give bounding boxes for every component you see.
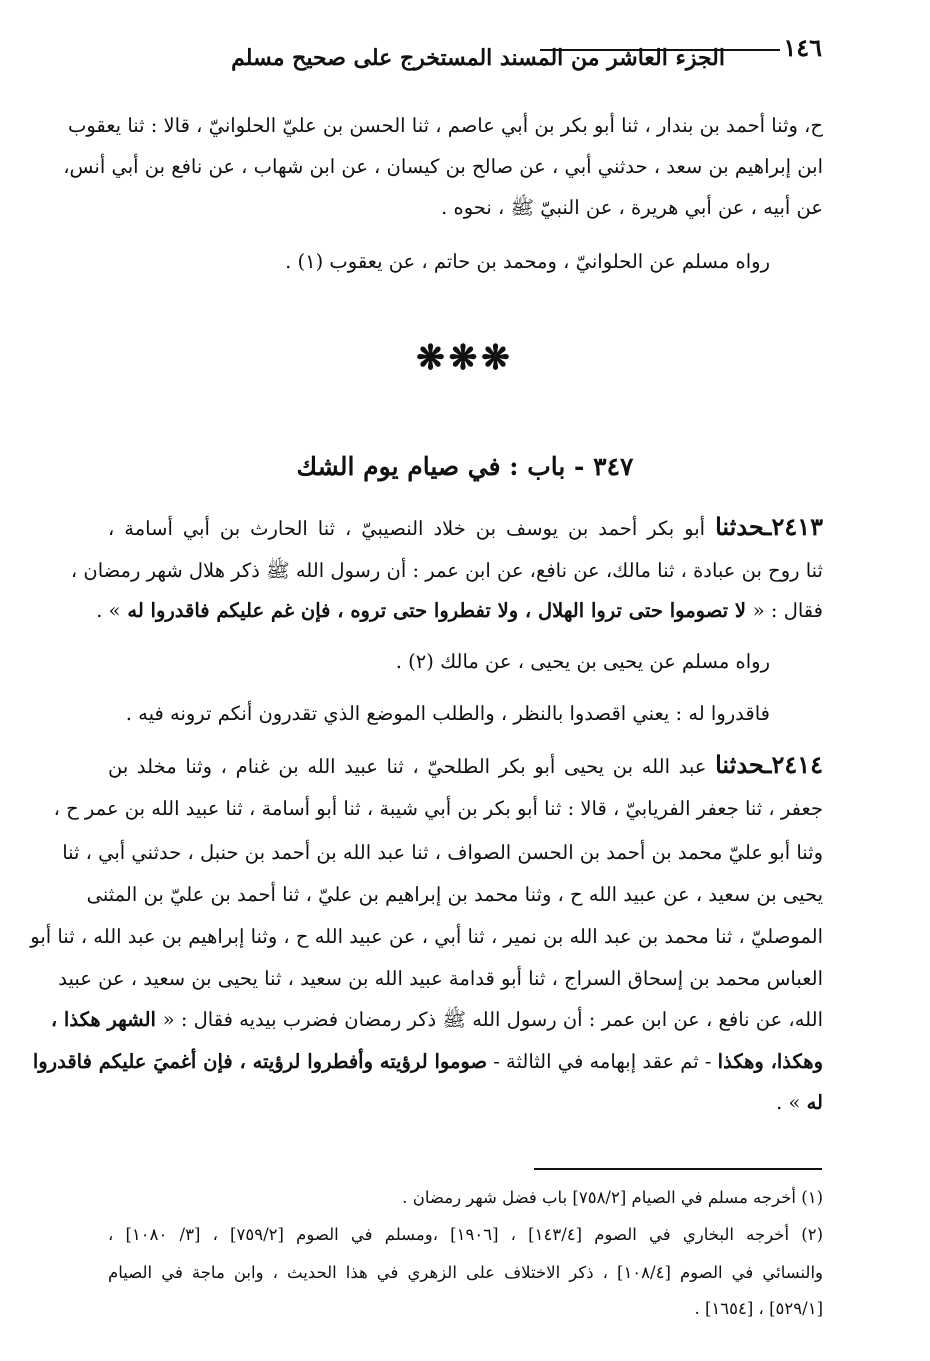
hadith-matn: وهكذا، وهكذا [717, 1050, 823, 1073]
hadith-matn: الشهر هكذا ، [50, 1008, 163, 1031]
hadith-keyword: ـحدثنا [715, 750, 772, 779]
hadith-matn: له [806, 1091, 823, 1114]
text-line: جعفر ، ثنا جعفر الفريابيّ ، قالا : ثنا أبو بكر بن أبي شيبة ، ثنا أبو أسامة ، ثنا عبيد الله بن عمر ح ، [53, 797, 823, 820]
chapter-title: ٣٤٧ - باب : في صيام يوم الشك [296, 452, 634, 481]
text-line: ثنا روح بن عبادة ، ثنا مالك، عن نافع، عن ابن عمر : أن رسول الله ﷺ ذكر هلال شهر رمضان ، [70, 559, 823, 582]
text-line: ح، وثنا أحمد بن بندار ، ثنا أبو بكر بن أبي عاصم ، ثنا الحسن بن عليّ الحلوانيّ ، قالا : ثنا يعقوب [67, 114, 823, 137]
riwaya-line: رواه مسلم عن الحلوانيّ ، ومحمد بن حاتم ، عن يعقوب (١) . [285, 250, 770, 273]
hadith-2414-line-9 [776, 1089, 823, 1117]
section-separator-stars: ❋❋❋ [416, 338, 514, 378]
footnote-separator [534, 1168, 822, 1170]
text-line: أبو بكر أحمد بن يوسف بن خلاد النصيبيّ ، ثنا الحارث بن أبي أسامة ، [108, 517, 706, 540]
text-fragment: » . [776, 1091, 807, 1114]
text-fragment: » . [96, 599, 121, 622]
text-line: ابن إبراهيم بن سعد ، حدثني أبي ، عن صالح بن كيسان ، عن ابن شهاب ، عن نافع بن أبي أنس، [63, 155, 823, 178]
footnote-1: (١) أخرجه مسلم في الصيام [٧٥٨/٢] باب فضل شهر رمضان . [402, 1188, 823, 1207]
hadith-number: ٢٤١٤ [771, 750, 823, 779]
text-fragment: الله، عن نافع ، عن ابن عمر : أن رسول الله ﷺ ذكر رمضان فضرب بيديه فقال : « [162, 1008, 823, 1031]
text-line: عبد الله بن يحيى أبو بكر الطلحيّ ، ثنا عبيد الله بن غنام ، وثنا مخلد بن [108, 755, 707, 778]
running-header-title: الجزء العاشر من المسند المستخرج على صحيح مسلم [231, 45, 725, 71]
text-line: العباس محمد بن إسحاق السراج ، ثنا أبو قدامة عبيد الله بن سعيد ، ثنا يحيى بن سعيد ، عن عبيد [58, 967, 823, 990]
text-line: عن أبيه ، عن أبي هريرة ، عن النبيّ ﷺ ، نحوه . [441, 196, 823, 219]
footnote-2-line-3: [٥٢٩/١] ، [١٦٥٤] . [694, 1299, 823, 1318]
hadith-2413-line-3 [96, 597, 823, 625]
hadith-matn: لا تصوموا حتى تروا الهلال ، ولا تفطروا حتى تروه ، فإن غم عليكم فاقدروا له [120, 599, 753, 622]
page-number: ١٤٦ [783, 33, 822, 62]
text-fragment: فقال : « [752, 599, 823, 622]
hadith-2414-line-8 [32, 1048, 823, 1076]
hadith-2413-line-1 [108, 513, 823, 543]
footnote-2-line-1: (٢) أخرجه البخاري في الصوم [١٤٣/٤] ، [١٩٠٦] ،ومسلم في الصوم [٧٥٩/٢] ، [٣/ ١٠٨٠] ، [108, 1225, 823, 1244]
text-line: الموصليّ ، ثنا محمد بن عبد الله بن نمير ، ثنا أبي ، عن عبيد الله ح ، وثنا إبراهيم بن عبد الله ، ثنا أبو [30, 925, 823, 948]
hadith-2414-line-7 [50, 1006, 823, 1034]
hadith-keyword: ـحدثنا [715, 512, 772, 541]
footnote-2-line-2: والنسائي في الصوم [١٠٨/٤] ، ذكر الاختلاف على الزهري في هذا الحديث ، وابن ماجة في الصيام [108, 1263, 824, 1282]
text-line: وثنا أبو عليّ محمد بن أحمد بن الحسن الصواف ، ثنا عبد الله بن أحمد بن حنبل ، حدثني أبي ، ثنا [62, 841, 823, 864]
text-line: يحيى بن سعيد ، عن عبيد الله ح ، وثنا محمد بن إبراهيم بن عليّ ، ثنا أحمد بن عليّ بن المثنى [86, 883, 823, 906]
riwaya-line: رواه مسلم عن يحيى بن يحيى ، عن مالك (٢) . [395, 650, 770, 673]
hadith-2414-line-1 [108, 751, 823, 781]
hadith-number: ٢٤١٣ [771, 512, 823, 541]
hadith-matn: صوموا لرؤيته وأفطروا لرؤيته ، فإن أغميَ عليكم فاقدروا [32, 1050, 488, 1073]
explanation-line: فاقدروا له : يعني اقصدوا بالنظر ، والطلب الموضع الذي تقدرون أنكم ترونه فيه . [125, 702, 770, 725]
text-fragment: - ثم عقد إبهامه في الثالثة - [487, 1050, 718, 1073]
